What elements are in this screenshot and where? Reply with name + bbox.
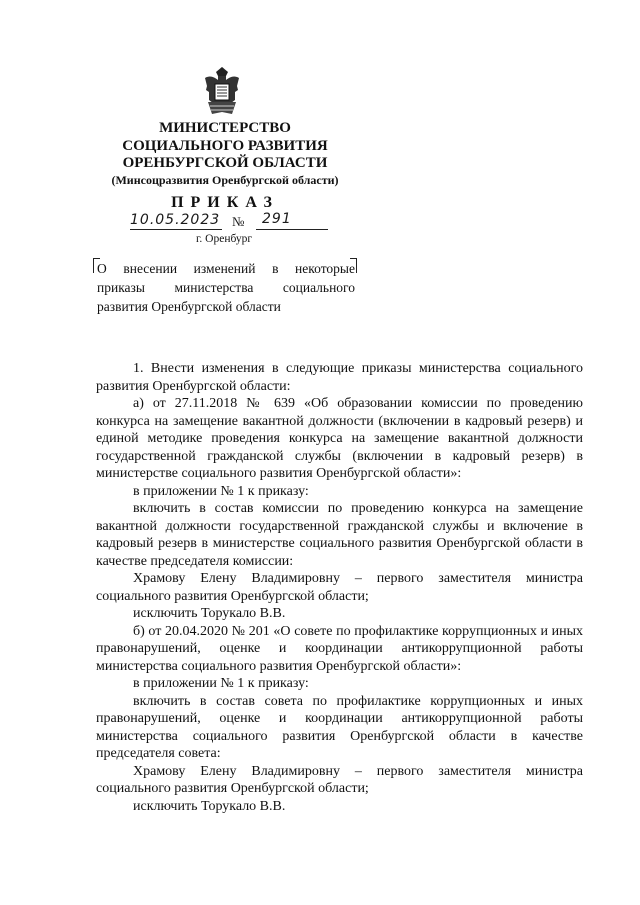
document-type: ПРИКАЗ [171,194,279,211]
body-paragraph: в приложении № 1 к приказу: [133,676,309,691]
city: г. Оренбург [196,233,253,245]
ministry-name-line1: МИНИСТЕРСТВО [159,120,291,136]
subject-line3: развития Оренбургской области [97,299,281,314]
ministry-name-line2: СОЦИАЛЬНОГО РАЗВИТИЯ [122,138,328,154]
order-body [96,360,583,815]
ministry-short-name: (Минсоцразвития Оренбургской области) [111,173,339,187]
order-date: 10.05.2023 [130,212,221,228]
body-paragraph: б) от 20.04.2020 № 201 «О совете по профилактике коррупционных и иных правонарушений, оценке и координации антикоррупционной работы министерства социального развития Оренбургской области»: [96,623,583,674]
body-paragraph: Храмову Елену Владимировну – первого заместителя министра социального развития Оренбургской области; [96,763,583,796]
body-paragraph: 1. Внести изменения в следующие приказы министерства социального развития Оренбургской области: [96,361,583,394]
subject-line1: О внесении изменений в некоторые [97,261,355,276]
number-underline [256,229,328,230]
body-paragraph: исключить Торукало В.В. [133,606,286,621]
number-sign: № [232,214,245,229]
ministry-name-line3: ОРЕНБУРГСКОЙ ОБЛАСТИ [122,155,328,171]
body-paragraph: Храмову Елену Владимировну – первого заместителя министра социального развития Оренбургской области; [96,571,583,604]
body-paragraph: а) от 27.11.2018 № 639 «Об образовании комиссии по проведению конкурса на замещение вакантной должности (включении в кадровый резерв) и единой методике проведения конкурса на замещение вакантной должности государственной гражданской службы (включении в кадровый резерв) в министерстве социального развития Оренбургской области»: [96,396,583,481]
body-paragraph: включить в состав комиссии по проведению конкурса на замещение вакантной должности государственной гражданской службы и включение в кадровый резерв в министерстве социального развития Оренбургской области в качестве председателя комиссии: [96,501,583,569]
coat-of-arms-icon [202,66,242,118]
body-paragraph: исключить Торукало В.В. [133,798,286,814]
body-paragraph: в приложении № 1 к приказу: [133,483,309,499]
order-number: 291 [262,211,292,227]
date-underline [130,229,222,230]
body-paragraph: включить в состав совета по профилактике коррупционных и иных правонарушений, оценке и координации антикоррупционной работы министерства социального развития Оренбургской области в качестве председателя совета: [96,693,583,761]
subject-line2: приказы министерства социального [97,280,355,295]
